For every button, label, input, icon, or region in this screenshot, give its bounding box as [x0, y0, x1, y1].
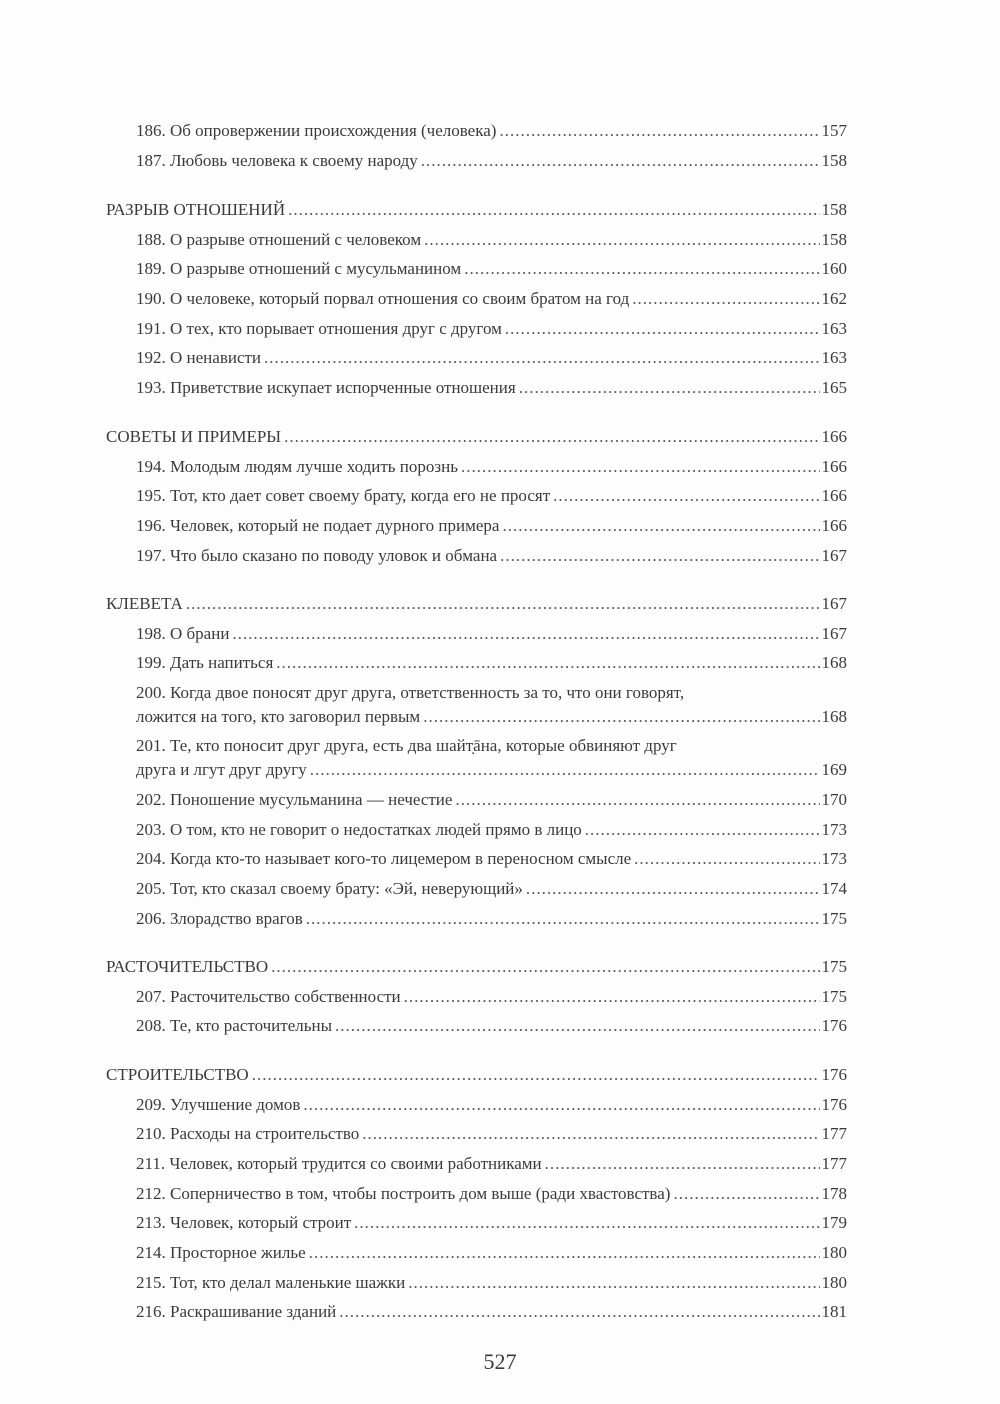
leader-dots	[335, 1015, 819, 1037]
section-page: 158	[821, 200, 847, 219]
section-page: 176	[821, 1065, 847, 1084]
entry-title: друга и лгут друг другу	[136, 760, 307, 779]
toc-entry	[136, 318, 847, 340]
entry-page: 174	[821, 879, 847, 898]
entry-title: 194. Молодым людям лучше ходить порознь	[136, 457, 458, 476]
leader-dots	[673, 1183, 819, 1205]
toc-entry	[136, 258, 847, 280]
leader-dots	[519, 377, 820, 399]
entry-page: 177	[821, 1154, 847, 1173]
toc-entry	[136, 229, 847, 251]
toc-entry	[136, 986, 847, 1008]
entry-title: 212. Соперничество в том, чтобы построить дом выше (ради хвастовства)	[136, 1184, 671, 1203]
entry-title: 210. Расходы на строительство	[136, 1124, 360, 1143]
entry-page: 158	[821, 151, 847, 170]
toc-entry	[136, 347, 847, 369]
entry-page: 163	[821, 319, 847, 338]
leader-dots	[288, 199, 819, 221]
entry-title: 215. Тот, кто делал маленькие шажки	[136, 1273, 406, 1292]
leader-dots	[505, 318, 820, 340]
entry-title: 197. Что было сказано по поводу уловок и обмана	[136, 546, 498, 565]
toc-entry	[136, 1015, 847, 1037]
toc-entry	[136, 908, 847, 930]
leader-dots	[362, 1123, 819, 1145]
entry-title: 192. О ненависти	[136, 348, 262, 367]
entry-page: 157	[821, 121, 847, 140]
leader-dots	[264, 347, 819, 369]
leader-dots	[306, 908, 820, 930]
entry-page: 167	[821, 624, 847, 643]
leader-dots	[309, 1242, 820, 1264]
toc-entry	[136, 456, 847, 478]
toc-entry	[136, 623, 847, 645]
entry-title: 188. О разрыве отношений с человеком	[136, 230, 422, 249]
toc-entry	[136, 485, 847, 507]
toc-entry	[136, 759, 847, 781]
entry-title: 193. Приветствие искупает испорченные отношения	[136, 378, 516, 397]
toc-entry	[136, 1183, 847, 1205]
entry-page: 176	[821, 1016, 847, 1035]
entry-page: 166	[821, 486, 847, 505]
entry-title: 207. Расточительство собственности	[136, 987, 401, 1006]
entry-page: 165	[821, 378, 847, 397]
page-number: 527	[483, 1349, 517, 1374]
entry-page: 166	[821, 516, 847, 535]
entry-page: 179	[821, 1213, 847, 1232]
entry-page: 178	[821, 1184, 847, 1203]
leader-dots	[252, 1064, 820, 1086]
entry-title: 216. Раскрашивание зданий	[136, 1302, 337, 1321]
entry-title: 213. Человек, который строит	[136, 1213, 352, 1232]
leader-dots	[354, 1212, 819, 1234]
entry-page: 177	[821, 1124, 847, 1143]
toc-section-heading	[106, 593, 847, 615]
toc-entry	[136, 878, 847, 900]
toc-entry-first-line: 200. Когда двое поносят друг друга, ответственность за то, что они говорят,	[136, 683, 685, 702]
leader-dots	[500, 545, 819, 567]
leader-dots	[421, 150, 820, 172]
entry-title: 211. Человек, который трудится со своими работниками	[136, 1154, 542, 1173]
leader-dots	[634, 848, 819, 870]
toc-entry	[136, 1094, 847, 1116]
entry-page: 166	[821, 457, 847, 476]
entry-title: 186. Об опровержении происхождения (человека)	[136, 121, 497, 140]
entry-page: 181	[821, 1302, 847, 1321]
toc-entry	[136, 288, 847, 310]
toc-entry	[136, 1272, 847, 1294]
toc-entry	[136, 545, 847, 567]
entry-title: 205. Тот, кто сказал своему брату: «Эй, неверующий»	[136, 879, 523, 898]
entry-page: 167	[821, 546, 847, 565]
leader-dots	[545, 1153, 820, 1175]
section-page: 166	[821, 427, 847, 446]
entry-title: ложится на того, кто заговорил первым	[136, 707, 421, 726]
entry-page: 168	[821, 707, 847, 726]
entry-title: 195. Тот, кто дает совет своему брату, когда его не просят	[136, 486, 551, 505]
entry-title: 204. Когда кто-то называет кого-то лицемером в переносном смысле	[136, 849, 632, 868]
leader-dots	[499, 120, 819, 142]
entry-title: 202. Поношение мусульманина — нечестие	[136, 790, 453, 809]
toc-entry	[136, 1242, 847, 1264]
leader-dots	[310, 759, 820, 781]
entry-title: 206. Злорадство врагов	[136, 909, 303, 928]
entry-title: 196. Человек, который не подает дурного примера	[136, 516, 500, 535]
toc-section-heading	[106, 956, 847, 978]
entry-title: 214. Просторное жилье	[136, 1243, 306, 1262]
entry-page: 175	[821, 909, 847, 928]
leader-dots	[408, 1272, 819, 1294]
leader-dots	[339, 1301, 819, 1323]
toc-entry	[136, 377, 847, 399]
toc-entry	[136, 515, 847, 537]
entry-page: 175	[821, 987, 847, 1006]
toc-entry	[136, 120, 847, 142]
toc-entry	[136, 706, 847, 728]
leader-dots	[423, 706, 819, 728]
toc-entry-first-line: 201. Те, кто поносит друг друга, есть два шайт̣āна, которые обвиняют друг	[136, 736, 677, 755]
leader-dots	[632, 288, 819, 310]
entry-title: 209. Улучшение домов	[136, 1095, 301, 1114]
entry-title: 203. О том, кто не говорит о недостатках людей прямо в лицо	[136, 820, 582, 839]
entry-page: 169	[821, 760, 847, 779]
leader-dots	[461, 456, 820, 478]
entry-title: 198. О брани	[136, 624, 230, 643]
section-title: РАЗРЫВ ОТНОШЕНИЙ	[106, 200, 286, 219]
leader-dots	[284, 426, 819, 448]
section-title: СОВЕТЫ И ПРИМЕРЫ	[106, 427, 282, 446]
leader-dots	[464, 258, 819, 280]
leader-dots	[303, 1094, 819, 1116]
section-title: РАСТОЧИТЕЛЬСТВО	[106, 957, 269, 976]
toc-entry	[136, 1123, 847, 1145]
toc-entry	[136, 1153, 847, 1175]
leader-dots	[276, 652, 819, 674]
entry-title: 208. Те, кто расточительны	[136, 1016, 333, 1035]
leader-dots	[553, 485, 819, 507]
leader-dots	[404, 986, 820, 1008]
entry-title: 187. Любовь человека к своему народу	[136, 151, 418, 170]
toc-section-heading	[106, 426, 847, 448]
entry-page: 173	[821, 820, 847, 839]
leader-dots	[526, 878, 820, 900]
entry-page: 180	[821, 1243, 847, 1262]
entry-title: 199. Дать напиться	[136, 653, 274, 672]
entry-title: 190. О человеке, который порвал отношения со своим братом на год	[136, 289, 630, 308]
entry-page: 168	[821, 653, 847, 672]
toc-entry	[136, 652, 847, 674]
section-page: 167	[821, 594, 847, 613]
leader-dots	[455, 789, 819, 811]
entry-title: 191. О тех, кто порывает отношения друг с другом	[136, 319, 502, 338]
leader-dots	[232, 623, 819, 645]
section-title: КЛЕВЕТА	[106, 594, 183, 613]
entry-page: 173	[821, 849, 847, 868]
leader-dots	[186, 593, 820, 615]
leader-dots	[502, 515, 819, 537]
entry-page: 170	[821, 790, 847, 809]
toc-entry	[136, 819, 847, 841]
toc-entry	[136, 150, 847, 172]
toc-entry	[136, 1301, 847, 1323]
entry-page: 163	[821, 348, 847, 367]
section-page: 175	[821, 957, 847, 976]
entry-page: 160	[821, 259, 847, 278]
entry-page: 180	[821, 1273, 847, 1292]
entry-page: 158	[821, 230, 847, 249]
leader-dots	[271, 956, 819, 978]
toc-entry	[136, 848, 847, 870]
toc-section-heading	[106, 1064, 847, 1086]
section-title: СТРОИТЕЛЬСТВО	[106, 1065, 249, 1084]
entry-page: 176	[821, 1095, 847, 1114]
toc-entry	[136, 789, 847, 811]
toc-section-heading	[106, 199, 847, 221]
entry-page: 162	[821, 289, 847, 308]
leader-dots	[585, 819, 820, 841]
leader-dots	[424, 229, 819, 251]
toc-entry	[136, 1212, 847, 1234]
entry-title: 189. О разрыве отношений с мусульманином	[136, 259, 462, 278]
